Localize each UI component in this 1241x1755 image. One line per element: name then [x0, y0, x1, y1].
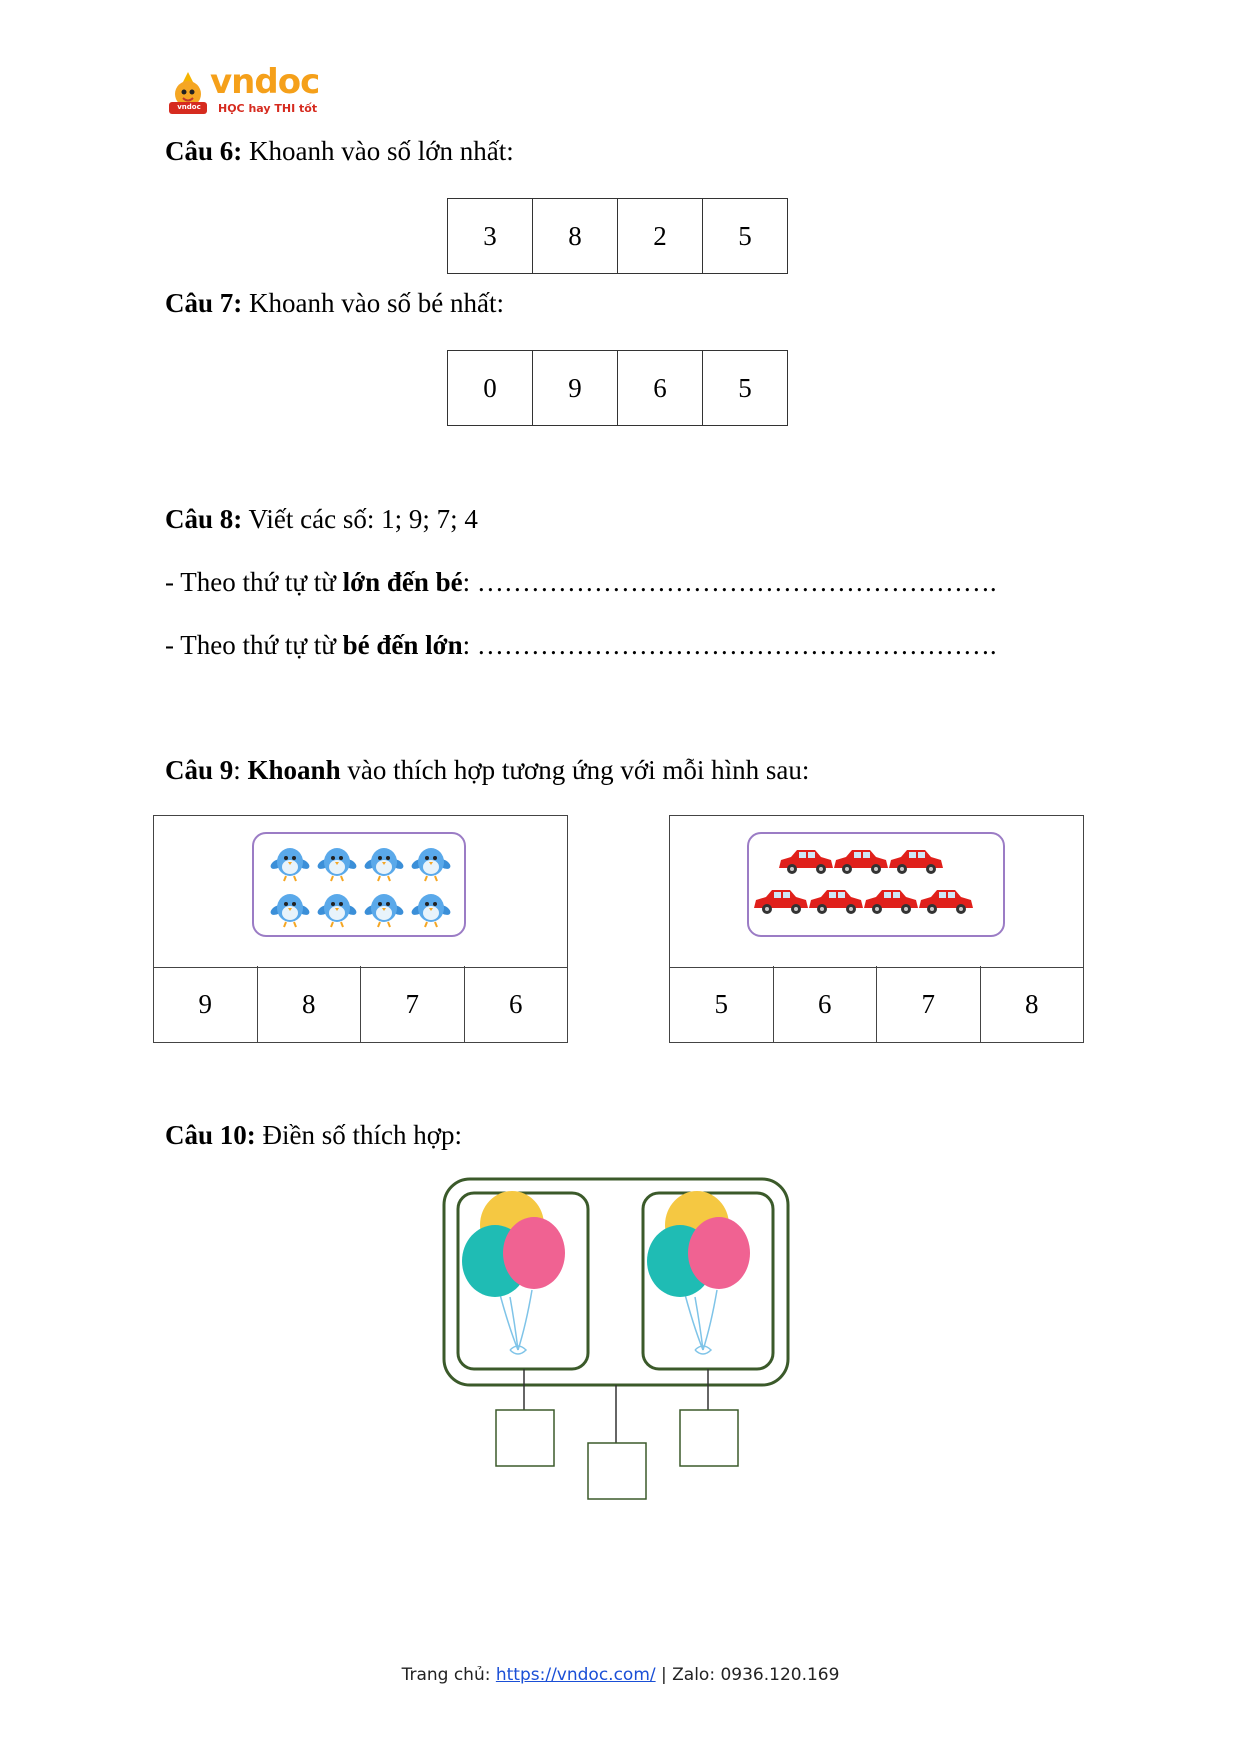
option-cell[interactable]: 8 — [258, 966, 362, 1042]
question-9-text: vào thích hợp tương ứng với mỗi hình sau: — [340, 755, 810, 785]
car-icon — [864, 890, 918, 914]
question-7-text: Khoanh vào số bé nhất: — [249, 288, 504, 318]
question-6-number-row — [447, 198, 788, 274]
birds-picture — [252, 832, 466, 937]
option-cell[interactable]: 7 — [361, 966, 465, 1042]
line-bold: lớn đến bé — [342, 567, 463, 597]
question-7 — [165, 286, 504, 320]
question-10 — [165, 1118, 462, 1152]
logo-badge: vndoc — [177, 103, 201, 111]
birds-group — [254, 834, 464, 935]
number-cell[interactable]: 9 — [533, 351, 618, 426]
number-cell[interactable]: 2 — [618, 199, 703, 274]
balloons-right-icon — [647, 1191, 750, 1354]
car-icon — [834, 850, 888, 874]
question-9 — [165, 753, 809, 787]
question-6-label: Câu 6: — [165, 136, 243, 166]
cars-group — [749, 834, 1003, 935]
option-cell[interactable]: 9 — [154, 966, 258, 1042]
logo-slogan: HỌC hay THI tốt — [218, 102, 318, 115]
car-icon — [779, 850, 833, 874]
line-prefix: - Theo thứ tự từ — [165, 567, 343, 597]
separator: : — [233, 755, 248, 785]
option-cell[interactable]: 7 — [877, 966, 981, 1042]
footer-prefix: Trang chủ: — [401, 1665, 496, 1685]
bird-icon — [410, 848, 452, 881]
question-10-text: Điền số thích hợp: — [262, 1120, 463, 1150]
option-cell[interactable]: 6 — [509, 988, 523, 1019]
option-cell[interactable]: 6 — [774, 966, 878, 1042]
logo — [166, 62, 320, 122]
car-icon — [919, 890, 973, 914]
line-bold: bé đến lớn — [342, 630, 463, 660]
number-cell[interactable]: 8 — [533, 199, 618, 274]
option-cell[interactable]: 8 — [1025, 988, 1039, 1019]
car-icon — [754, 890, 808, 914]
bird-icon — [410, 894, 452, 927]
car-icon — [889, 850, 943, 874]
answer-blank[interactable]: : …………………………………………………. — [462, 630, 997, 660]
question-6-text: Khoanh vào số lớn nhất: — [249, 136, 514, 166]
footer — [0, 1665, 1241, 1685]
car-icon — [809, 890, 863, 914]
question-8-text: Viết các số: 1; 9; 7; 4 — [248, 504, 478, 534]
question-9-bold: Khoanh — [247, 755, 341, 785]
number-bond-diagram — [440, 1175, 800, 1510]
footer-link[interactable]: https://vndoc.com/ — [495, 1665, 656, 1685]
balloons-left-icon — [462, 1191, 565, 1354]
question-10-label: Câu 10: — [165, 1120, 256, 1150]
bird-icon — [269, 894, 311, 927]
bird-icon — [316, 894, 358, 927]
bird-icon — [316, 848, 358, 881]
footer-suffix: | Zalo: 0936.120.169 — [655, 1665, 840, 1685]
answer-box-right[interactable] — [680, 1410, 738, 1466]
option-cell[interactable]: 5 — [670, 966, 774, 1042]
line-prefix: - Theo thứ tự từ — [165, 630, 343, 660]
cars-picture — [747, 832, 1005, 937]
answer-options — [670, 966, 1083, 1042]
bird-icon — [269, 848, 311, 881]
answer-options — [154, 966, 567, 1042]
question-8-label: Câu 8: — [165, 504, 243, 534]
number-cell[interactable]: 5 — [703, 199, 788, 274]
answer-box-left[interactable] — [496, 1410, 554, 1466]
number-cell[interactable]: 6 — [618, 351, 703, 426]
question-8-line-ascending — [165, 628, 997, 662]
number-cell[interactable]: 5 — [703, 351, 788, 426]
answer-blank[interactable]: : …………………………………………………. — [462, 567, 997, 597]
number-cell[interactable]: 3 — [448, 199, 533, 274]
question-9-label: Câu 9 — [165, 755, 234, 785]
question-7-label: Câu 7: — [165, 288, 243, 318]
answer-box-total[interactable] — [588, 1443, 646, 1499]
question-8 — [165, 502, 478, 536]
number-cell[interactable]: 0 — [448, 351, 533, 426]
question-7-number-row — [447, 350, 788, 426]
bird-icon — [363, 894, 405, 927]
logo-brand: vndoc — [210, 62, 320, 102]
question-6 — [165, 134, 514, 168]
question-8-line-descending — [165, 565, 997, 599]
bird-icon — [363, 848, 405, 881]
